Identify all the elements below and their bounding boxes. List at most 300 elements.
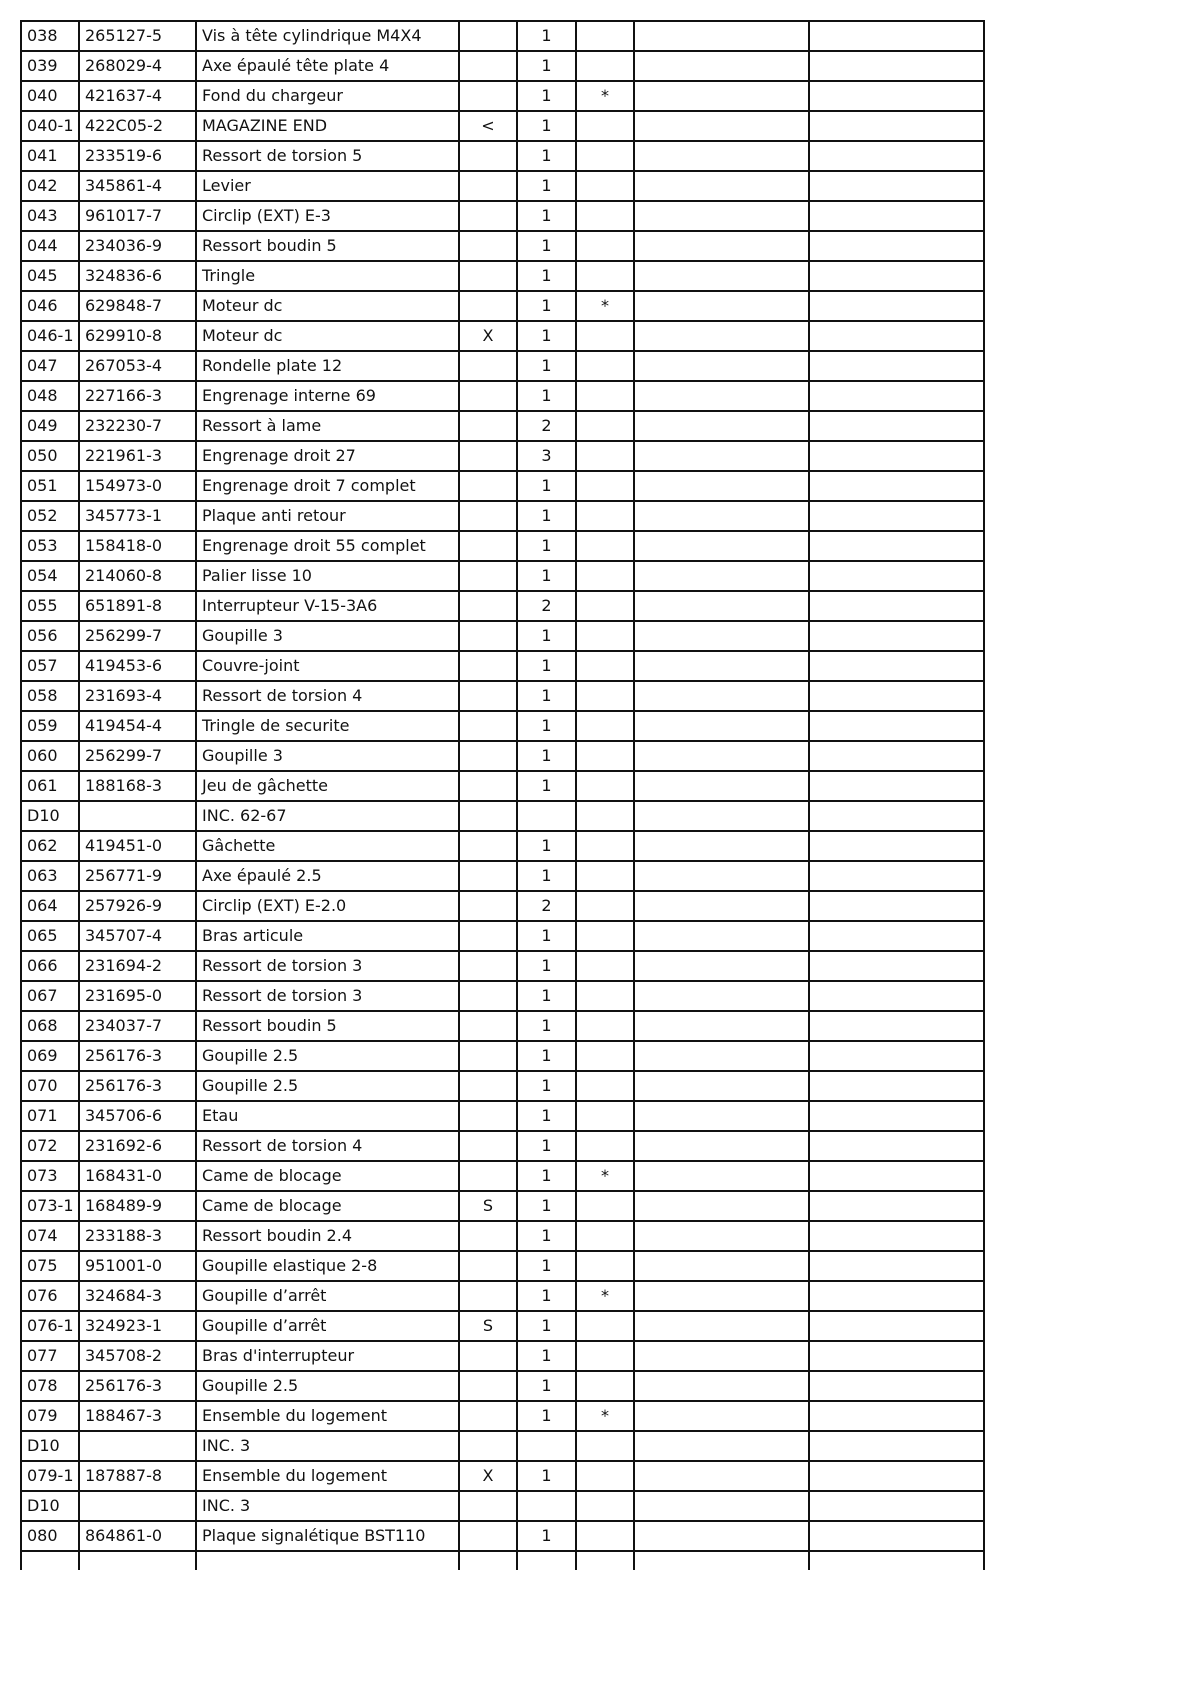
change-code (459, 1101, 517, 1131)
part-reference: 256176-3 (79, 1371, 196, 1401)
part-description: Interrupteur V-15-3A6 (196, 591, 459, 621)
part-description: Ressort boudin 5 (196, 231, 459, 261)
note-mark (576, 1071, 634, 1101)
note-mark: * (576, 291, 634, 321)
empty-cell (634, 1011, 809, 1041)
table-row (21, 51, 984, 81)
empty-cell (634, 261, 809, 291)
empty-cell (634, 501, 809, 531)
part-reference: 256299-7 (79, 621, 196, 651)
quantity: 1 (517, 1401, 576, 1431)
part-description: Came de blocage (196, 1161, 459, 1191)
change-code (459, 951, 517, 981)
empty-cell (634, 1101, 809, 1131)
table-row (21, 1521, 984, 1551)
empty-cell (809, 951, 984, 981)
empty-cell (809, 1281, 984, 1311)
part-reference: 324923-1 (79, 1311, 196, 1341)
note-mark (576, 921, 634, 951)
table-row (21, 711, 984, 741)
part-reference: 257926-9 (79, 891, 196, 921)
empty-cell (809, 441, 984, 471)
empty-cell (634, 951, 809, 981)
empty-cell (634, 141, 809, 171)
note-mark (576, 621, 634, 651)
empty-cell (809, 831, 984, 861)
change-code (459, 1401, 517, 1431)
table-row (21, 231, 984, 261)
note-mark (576, 1251, 634, 1281)
part-reference: 231693-4 (79, 681, 196, 711)
empty-cell (809, 921, 984, 951)
part-reference: 961017-7 (79, 201, 196, 231)
change-code (459, 1011, 517, 1041)
change-code (459, 1521, 517, 1551)
item-number: 080 (21, 1521, 79, 1551)
part-reference (79, 1431, 196, 1461)
part-reference: 233519-6 (79, 141, 196, 171)
quantity: 1 (517, 1221, 576, 1251)
part-reference: 629910-8 (79, 321, 196, 351)
note-mark (576, 771, 634, 801)
empty-cell (809, 861, 984, 891)
part-reference: 345861-4 (79, 171, 196, 201)
change-code (459, 81, 517, 111)
change-code (459, 201, 517, 231)
quantity: 1 (517, 1071, 576, 1101)
empty-cell (634, 21, 809, 51)
part-reference: 227166-3 (79, 381, 196, 411)
note-mark (576, 1311, 634, 1341)
empty-cell (809, 351, 984, 381)
change-code (459, 471, 517, 501)
change-code: S (459, 1191, 517, 1221)
item-number: 049 (21, 411, 79, 441)
change-code (459, 861, 517, 891)
note-mark (576, 51, 634, 81)
table-row (21, 1431, 984, 1461)
quantity: 1 (517, 861, 576, 891)
note-mark (576, 411, 634, 441)
table-row (21, 531, 984, 561)
empty-cell (809, 801, 984, 831)
part-description: Goupille 3 (196, 621, 459, 651)
note-mark (576, 651, 634, 681)
table-row (21, 741, 984, 771)
part-description: Bras articule (196, 921, 459, 951)
empty-cell (809, 411, 984, 441)
quantity: 1 (517, 531, 576, 561)
part-description: Goupille d’arrêt (196, 1281, 459, 1311)
item-number: 067 (21, 981, 79, 1011)
item-number: 079 (21, 1401, 79, 1431)
part-reference: 345708-2 (79, 1341, 196, 1371)
empty-cell (634, 51, 809, 81)
item-number: 078 (21, 1371, 79, 1401)
part-reference: 419454-4 (79, 711, 196, 741)
note-mark (576, 1131, 634, 1161)
empty-cell (634, 1491, 809, 1521)
note-mark: * (576, 81, 634, 111)
item-number: 066 (21, 951, 79, 981)
quantity: 1 (517, 351, 576, 381)
table-row (21, 441, 984, 471)
part-description: Engrenage droit 55 complet (196, 531, 459, 561)
part-reference: 419453-6 (79, 651, 196, 681)
change-code (459, 51, 517, 81)
change-code: S (459, 1311, 517, 1341)
item-number: 061 (21, 771, 79, 801)
empty-cell (634, 1311, 809, 1341)
empty-cell (634, 1461, 809, 1491)
empty-cell (809, 1431, 984, 1461)
part-description: Engrenage droit 27 (196, 441, 459, 471)
item-number: 053 (21, 531, 79, 561)
note-mark (576, 711, 634, 741)
change-code (459, 1281, 517, 1311)
part-reference (79, 801, 196, 831)
table-row (21, 1371, 984, 1401)
item-number: 039 (21, 51, 79, 81)
empty-cell (634, 1431, 809, 1461)
part-description: Ressort boudin 2.4 (196, 1221, 459, 1251)
table-row (21, 471, 984, 501)
quantity: 1 (517, 651, 576, 681)
change-code (459, 741, 517, 771)
table-row (21, 681, 984, 711)
empty-cell (809, 741, 984, 771)
empty-cell (634, 651, 809, 681)
item-number: 041 (21, 141, 79, 171)
empty-cell (634, 1551, 809, 1570)
quantity: 1 (517, 831, 576, 861)
quantity: 1 (517, 381, 576, 411)
note-mark (576, 171, 634, 201)
quantity: 1 (517, 1041, 576, 1071)
change-code (459, 1071, 517, 1101)
item-number: 058 (21, 681, 79, 711)
part-description: Ressort de torsion 3 (196, 951, 459, 981)
quantity (517, 801, 576, 831)
quantity: 1 (517, 1311, 576, 1341)
note-mark (576, 441, 634, 471)
item-number: 044 (21, 231, 79, 261)
note-mark (576, 1341, 634, 1371)
empty-cell (634, 471, 809, 501)
table-row (21, 1401, 984, 1431)
empty-cell (809, 1311, 984, 1341)
parts-table-body (21, 21, 984, 1570)
table-row (21, 1191, 984, 1221)
part-description: Ressort de torsion 4 (196, 681, 459, 711)
empty-cell (634, 171, 809, 201)
empty-cell (809, 471, 984, 501)
part-description: INC. 62-67 (196, 801, 459, 831)
table-row (21, 1341, 984, 1371)
empty-cell (634, 1371, 809, 1401)
empty-cell (809, 981, 984, 1011)
part-reference: 324836-6 (79, 261, 196, 291)
table-row (21, 81, 984, 111)
empty-cell (634, 1161, 809, 1191)
quantity: 1 (517, 1101, 576, 1131)
part-reference: 951001-0 (79, 1251, 196, 1281)
table-row (21, 981, 984, 1011)
empty-cell (634, 831, 809, 861)
empty-cell (809, 1341, 984, 1371)
part-description: Circlip (EXT) E-3 (196, 201, 459, 231)
empty-cell (809, 1131, 984, 1161)
empty-cell (809, 1221, 984, 1251)
quantity: 2 (517, 591, 576, 621)
part-reference: 629848-7 (79, 291, 196, 321)
part-reference: 256771-9 (79, 861, 196, 891)
empty-cell (634, 531, 809, 561)
item-number: 063 (21, 861, 79, 891)
table-row (21, 1251, 984, 1281)
quantity: 1 (517, 21, 576, 51)
change-code: X (459, 1461, 517, 1491)
part-description: Couvre-joint (196, 651, 459, 681)
quantity: 1 (517, 291, 576, 321)
change-code (459, 561, 517, 591)
empty-cell (634, 561, 809, 591)
quantity: 2 (517, 411, 576, 441)
quantity: 2 (517, 891, 576, 921)
part-description: Tringle de securite (196, 711, 459, 741)
change-code (459, 1371, 517, 1401)
empty-cell (634, 621, 809, 651)
table-row (21, 831, 984, 861)
empty-cell (809, 231, 984, 261)
table-row (21, 141, 984, 171)
part-description: INC. 3 (196, 1491, 459, 1521)
part-reference: 188168-3 (79, 771, 196, 801)
note-mark (576, 501, 634, 531)
quantity: 1 (517, 681, 576, 711)
empty-cell (517, 1551, 576, 1570)
note-mark (576, 381, 634, 411)
empty-cell (576, 1551, 634, 1570)
part-description: Plaque signalétique BST110 (196, 1521, 459, 1551)
note-mark (576, 141, 634, 171)
quantity: 1 (517, 1131, 576, 1161)
note-mark (576, 471, 634, 501)
empty-cell (634, 921, 809, 951)
part-description: Axe épaulé 2.5 (196, 861, 459, 891)
quantity: 1 (517, 141, 576, 171)
empty-cell (634, 1191, 809, 1221)
part-reference: 864861-0 (79, 1521, 196, 1551)
table-row (21, 861, 984, 891)
note-mark (576, 201, 634, 231)
item-number: 055 (21, 591, 79, 621)
note-mark (576, 681, 634, 711)
empty-cell (809, 321, 984, 351)
empty-cell (459, 1551, 517, 1570)
item-number: D10 (21, 1431, 79, 1461)
part-description: Goupille 2.5 (196, 1371, 459, 1401)
empty-cell (809, 171, 984, 201)
table-row (21, 651, 984, 681)
item-number: 075 (21, 1251, 79, 1281)
part-description: Goupille 2.5 (196, 1071, 459, 1101)
item-number: 040-1 (21, 111, 79, 141)
quantity: 1 (517, 741, 576, 771)
note-mark (576, 1221, 634, 1251)
part-description: Circlip (EXT) E-2.0 (196, 891, 459, 921)
change-code: < (459, 111, 517, 141)
note-mark (576, 1041, 634, 1071)
item-number: 072 (21, 1131, 79, 1161)
empty-cell (809, 771, 984, 801)
part-description: Ressort à lame (196, 411, 459, 441)
empty-cell (809, 141, 984, 171)
table-row (21, 591, 984, 621)
part-reference: 158418-0 (79, 531, 196, 561)
item-number: 073-1 (21, 1191, 79, 1221)
item-number: 054 (21, 561, 79, 591)
note-mark (576, 951, 634, 981)
change-code (459, 531, 517, 561)
part-description: Axe épaulé tête plate 4 (196, 51, 459, 81)
part-description: Bras d'interrupteur (196, 1341, 459, 1371)
quantity: 1 (517, 981, 576, 1011)
item-number: 059 (21, 711, 79, 741)
quantity: 1 (517, 1011, 576, 1041)
empty-cell (634, 411, 809, 441)
table-row (21, 381, 984, 411)
note-mark (576, 1191, 634, 1221)
empty-cell (634, 1281, 809, 1311)
note-mark (576, 891, 634, 921)
empty-cell (809, 51, 984, 81)
part-reference: 268029-4 (79, 51, 196, 81)
note-mark (576, 21, 634, 51)
note-mark (576, 741, 634, 771)
change-code: X (459, 321, 517, 351)
item-number: 052 (21, 501, 79, 531)
part-reference: 345706-6 (79, 1101, 196, 1131)
quantity: 1 (517, 1521, 576, 1551)
item-number: 046 (21, 291, 79, 321)
table-row (21, 1011, 984, 1041)
empty-cell (809, 1011, 984, 1041)
part-description: Moteur dc (196, 321, 459, 351)
quantity: 1 (517, 1371, 576, 1401)
change-code (459, 1161, 517, 1191)
part-description: Tringle (196, 261, 459, 291)
empty-cell (809, 1521, 984, 1551)
table-row (21, 1071, 984, 1101)
change-code (459, 171, 517, 201)
part-description: Came de blocage (196, 1191, 459, 1221)
table-row (21, 621, 984, 651)
empty-cell (634, 771, 809, 801)
change-code (459, 1251, 517, 1281)
empty-cell (634, 861, 809, 891)
note-mark (576, 1371, 634, 1401)
table-row-partial (21, 1551, 984, 1570)
part-description: MAGAZINE END (196, 111, 459, 141)
note-mark (576, 981, 634, 1011)
table-row (21, 771, 984, 801)
change-code (459, 141, 517, 171)
table-row (21, 351, 984, 381)
part-reference: 345707-4 (79, 921, 196, 951)
part-description: Ressort de torsion 5 (196, 141, 459, 171)
item-number: 076-1 (21, 1311, 79, 1341)
item-number: 045 (21, 261, 79, 291)
change-code (459, 921, 517, 951)
item-number: 069 (21, 1041, 79, 1071)
note-mark (576, 831, 634, 861)
table-row (21, 921, 984, 951)
quantity: 1 (517, 1461, 576, 1491)
empty-cell (634, 1071, 809, 1101)
change-code (459, 21, 517, 51)
empty-cell (809, 21, 984, 51)
part-description: Rondelle plate 12 (196, 351, 459, 381)
part-reference: 421637-4 (79, 81, 196, 111)
change-code (459, 261, 517, 291)
note-mark (576, 561, 634, 591)
part-description: Palier lisse 10 (196, 561, 459, 591)
empty-cell (634, 1251, 809, 1281)
change-code (459, 771, 517, 801)
note-mark (576, 1461, 634, 1491)
empty-cell (634, 1041, 809, 1071)
table-row (21, 1311, 984, 1341)
item-number: 060 (21, 741, 79, 771)
change-code (459, 651, 517, 681)
empty-cell (809, 1041, 984, 1071)
part-description: Vis à tête cylindrique M4X4 (196, 21, 459, 51)
quantity: 1 (517, 471, 576, 501)
part-description: Fond du chargeur (196, 81, 459, 111)
quantity: 1 (517, 1161, 576, 1191)
change-code (459, 231, 517, 261)
part-description: Ensemble du logement (196, 1461, 459, 1491)
item-number: D10 (21, 801, 79, 831)
part-reference: 234037-7 (79, 1011, 196, 1041)
part-description: Goupille 2.5 (196, 1041, 459, 1071)
table-row (21, 21, 984, 51)
table-row (21, 1461, 984, 1491)
part-reference: 324684-3 (79, 1281, 196, 1311)
table-row (21, 321, 984, 351)
note-mark: * (576, 1161, 634, 1191)
part-description: Ensemble du logement (196, 1401, 459, 1431)
table-row (21, 1131, 984, 1161)
table-row (21, 891, 984, 921)
change-code (459, 1431, 517, 1461)
quantity: 1 (517, 1281, 576, 1311)
table-row (21, 1101, 984, 1131)
empty-cell (634, 321, 809, 351)
quantity: 1 (517, 501, 576, 531)
table-row (21, 171, 984, 201)
item-number: 065 (21, 921, 79, 951)
item-number: 040 (21, 81, 79, 111)
part-description: Goupille d’arrêt (196, 1311, 459, 1341)
note-mark (576, 1521, 634, 1551)
empty-cell (634, 1341, 809, 1371)
note-mark (576, 1491, 634, 1521)
table-row (21, 1041, 984, 1071)
quantity: 1 (517, 771, 576, 801)
part-reference: 256299-7 (79, 741, 196, 771)
